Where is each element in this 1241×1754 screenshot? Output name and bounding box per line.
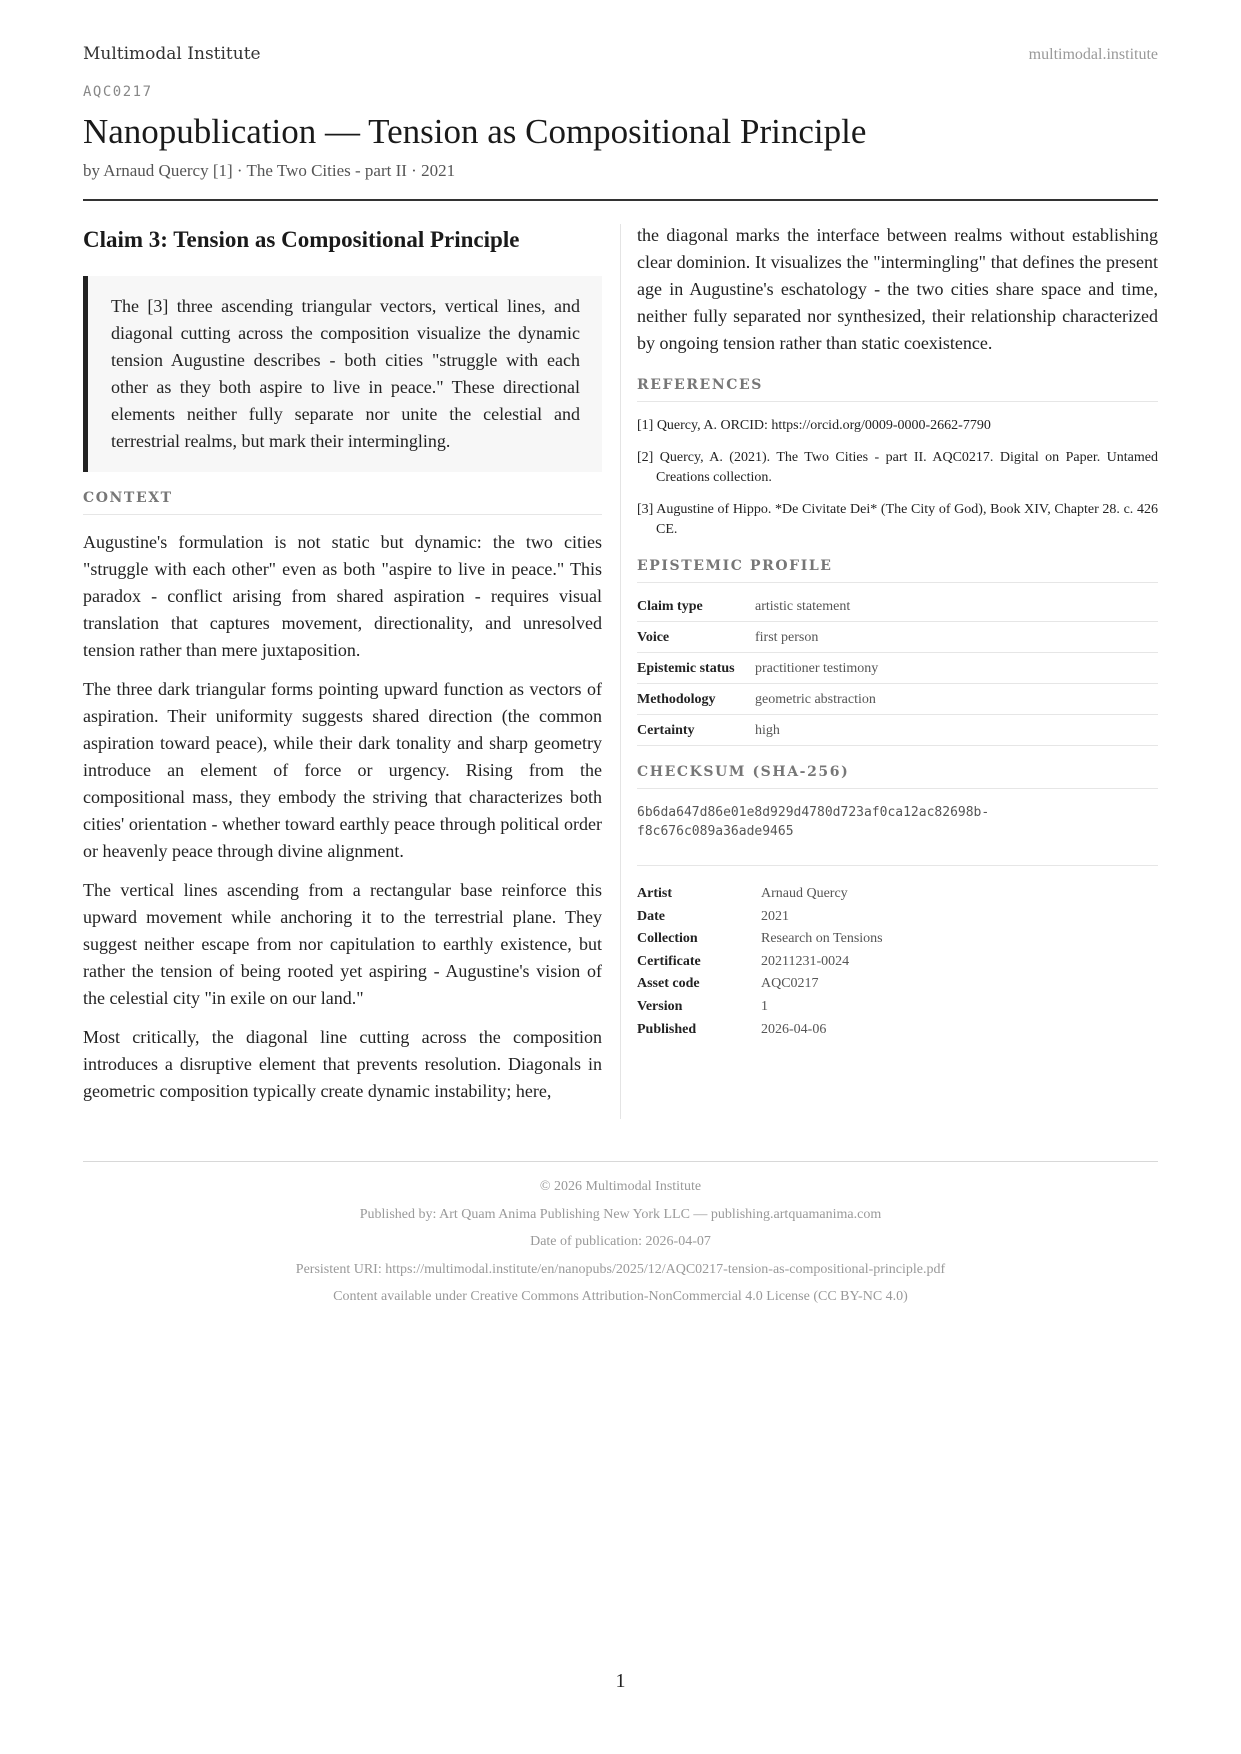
epistemic-value: first person — [755, 630, 819, 645]
meta-key: Certificate — [637, 953, 701, 969]
epistemic-value: high — [755, 723, 780, 738]
references-heading: REFERENCES — [637, 377, 1158, 402]
top-bar — [83, 44, 1158, 68]
meta-value: 20211231-0024 — [761, 953, 850, 969]
byline: by Arnaud Quercy [1] · The Two Cities - part II · 2021 — [83, 161, 456, 180]
metadata-list — [637, 883, 1158, 1041]
context-paragraph: Augustine's formulation is not static but dynamic: the two cities "struggle with each other" even as both "aspire to live in peace." This paradox - conflict arising from shared aspiration - requires visual translation that captures movement, directionality, and unresolved tension rather than mere juxtaposition. — [83, 532, 602, 660]
footer-persistent-uri: Persistent URI: https://multimodal.institute/en/nanopubs/2025/12/AQC0217-tension-as-compositional-principle.pdf — [295, 1261, 946, 1277]
context-paragraph: The vertical lines ascending from a rectangular base reinforce this upward movement while anchoring it to the terrestrial plane. They suggest neither escape from nor capitulation to earthly existence, but rather the tension of being rooted yet aspiring - Augustine's vision of the celestial city "in exile on our land." — [83, 880, 602, 1008]
epistemic-row — [637, 622, 1158, 653]
document-page — [83, 0, 1158, 1754]
epistemic-key: Certainty — [637, 723, 695, 738]
footer — [83, 1179, 1158, 1317]
meta-key: Artist — [637, 886, 672, 901]
epistemic-row — [637, 591, 1158, 622]
meta-value: AQC0217 — [761, 976, 819, 992]
meta-value: 1 — [761, 998, 768, 1014]
epistemic-key: Claim type — [637, 599, 703, 614]
epistemic-heading: EPISTEMIC PROFILE — [637, 558, 1158, 583]
claim-heading: Claim 3: Tension as Compositional Principle — [83, 227, 520, 252]
checksum-heading: CHECKSUM (SHA-256) — [637, 764, 1158, 789]
footer-license: Content available under Creative Commons Attribution-NonCommercial 4.0 License (CC BY-NC 4.0) — [333, 1289, 908, 1304]
meta-value: 2021 — [761, 908, 789, 924]
meta-row — [637, 906, 1158, 929]
context-heading: CONTEXT — [83, 490, 602, 515]
epistemic-row — [637, 653, 1158, 684]
right-column — [637, 222, 1158, 1041]
footer-divider — [83, 1161, 1158, 1162]
reference-item: [1] Quercy, A. ORCID: https://orcid.org/0009-0000-2662-7790 — [637, 418, 991, 433]
meta-key: Asset code — [637, 976, 700, 992]
context-continuation: the diagonal marks the interface between realms without establishing clear dominion. It visualizes the "intermingling" that defines the present age in Augustine's eschatology - the two cities share space and time, neither fully separated nor synthesized, their relationship characterized by ongoing tension rather than static coexistence. — [637, 225, 1158, 353]
institute-name: Multimodal Institute — [83, 44, 261, 64]
reference-item: [3] Augustine of Hippo. *De Civitate Dei* (The City of God), Book XIV, Chapter 28. c. 426 CE. — [637, 502, 1158, 537]
claim-quote: The [3] three ascending triangular vectors, vertical lines, and diagonal cutting across the composition visualize the dynamic tension Augustine describes - both cities "struggle with each other as they both aspire to live in peace." These directional elements neither fully separate nor unite the celestial and terrestrial realms, but mark their intermingling. — [83, 276, 602, 472]
meta-row — [637, 996, 1158, 1019]
page-number: 1 — [615, 1670, 626, 1692]
meta-value: 2026-04-06 — [761, 1021, 827, 1037]
epistemic-row — [637, 684, 1158, 715]
left-column — [83, 222, 602, 1117]
meta-row — [637, 928, 1158, 951]
epistemic-row — [637, 715, 1158, 746]
meta-key: Date — [637, 908, 665, 924]
checksum-line: 6b6da647d86e01e8d929d4780d723af0ca12ac82698b- — [637, 805, 990, 820]
meta-key: Published — [637, 1021, 697, 1037]
epistemic-key: Methodology — [637, 692, 716, 707]
page-title: Nanopublication — Tension as Compositional Principle — [83, 112, 867, 151]
epistemic-value: practitioner testimony — [755, 661, 879, 676]
header-divider — [83, 199, 1158, 201]
context-paragraph: Most critically, the diagonal line cutting across the composition introduces a disruptive element that prevents resolution. Diagonals in geometric composition typically create dynamic instability; here, — [83, 1027, 602, 1101]
meta-row — [637, 973, 1158, 996]
epistemic-key: Voice — [637, 630, 670, 645]
footer-publisher: Published by: Art Quam Anima Publishing New York LLC — publishing.artquamanima.com — [359, 1206, 882, 1222]
meta-row — [637, 1019, 1158, 1042]
epistemic-key: Epistemic status — [637, 661, 735, 676]
asset-code: AQC0217 — [83, 84, 153, 100]
meta-value: Research on Tensions — [761, 931, 883, 947]
institute-domain: multimodal.institute — [1028, 46, 1158, 63]
footer-copyright: © 2026 Multimodal Institute — [539, 1179, 702, 1194]
meta-row — [637, 883, 1158, 906]
epistemic-value: geometric abstraction — [755, 692, 876, 707]
epistemic-table — [637, 591, 1158, 746]
meta-key: Version — [637, 998, 683, 1014]
meta-value: Arnaud Quercy — [761, 886, 848, 901]
checksum-line: f8c676c089a36ade9465 — [637, 824, 794, 839]
reference-item: [2] Quercy, A. (2021). The Two Cities - part II. AQC0217. Digital on Paper. Untamed Creations collection. — [637, 450, 1158, 485]
column-divider — [620, 224, 621, 1119]
meta-divider — [637, 865, 1158, 866]
meta-row — [637, 951, 1158, 974]
context-paragraph: The three dark triangular forms pointing upward function as vectors of aspiration. Their uniformity suggests shared direction (the common aspiration toward peace), while their dark tonality and sharp geometry introduce an element of force or urgency. Rising from the compositional mass, they embody the striving that characterizes both cities' orientation - whether toward earthly peace through political order or heavenly peace through divine alignment. — [83, 679, 602, 861]
checksum-value — [637, 803, 1158, 841]
meta-key: Collection — [637, 931, 698, 947]
epistemic-value: artistic statement — [755, 599, 851, 614]
footer-publication-date: Date of publication: 2026-04-07 — [530, 1234, 711, 1249]
references-list — [637, 416, 1158, 540]
